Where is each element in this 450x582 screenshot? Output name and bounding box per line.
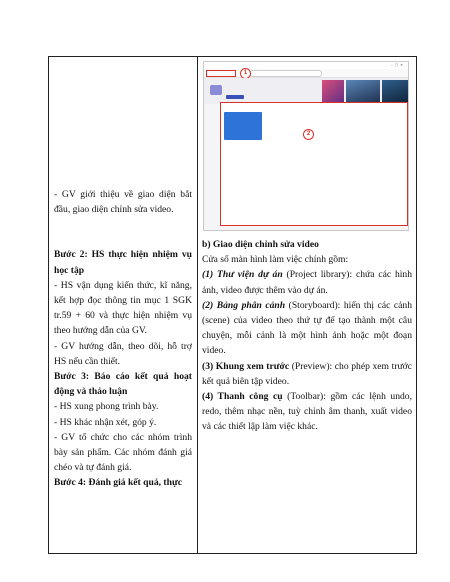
intro-text: - GV giới thiệu về giao diện bắt đầu, giao diện chỉnh sửa video. — [54, 189, 192, 216]
left-column — [54, 57, 192, 491]
step2-item-1: - HS vận dụng kiến thức, kĩ năng, kết hợp đọc thông tin mục 1 SGK tr.59 + 60 và thực hiện nhiệm vụ theo hướng dẫn của GV. — [54, 279, 192, 337]
annotation-box-1 — [206, 70, 236, 77]
step3-item-2: - HS khác nhận xét, góp ý. — [54, 416, 157, 428]
right-text-block — [202, 237, 412, 435]
annotation-badge-1: 1 — [240, 68, 251, 79]
item-text: (Preview): cho phép xem trước kết quả biên tập video. — [202, 360, 412, 387]
item-project-library — [202, 267, 412, 297]
template-thumbnail — [346, 80, 380, 104]
window-controls-icon: –▢✕ — [390, 63, 405, 67]
item-toolbar — [202, 389, 412, 435]
step4-title: Bước 4: Đánh giá kết quả, thực — [54, 477, 182, 489]
item-term: (2) Bảng phân cảnh — [202, 299, 286, 311]
lesson-table — [48, 56, 417, 554]
step3-title: Bước 3: Báo cáo kết quả hoạt động và thảo luận — [54, 371, 192, 398]
new-project-card — [224, 112, 262, 140]
template-thumbnail — [322, 80, 344, 104]
item-text: (Storyboard): hiển thị các cảnh (scene) của video theo thứ tự để tạo thành một câu chuyện, mỗi cảnh là một hình ảnh hoặc một đoạn video. — [202, 299, 412, 357]
section-intro: Cửa sổ màn hình làm việc chính gồm: — [202, 254, 349, 266]
screenshot-search-bar — [250, 70, 322, 77]
item-term: (3) Khung xem trước — [202, 360, 290, 372]
column-divider — [197, 57, 198, 553]
item-text: (Project library): chứa các hình ảnh, video được thêm vào dự án. — [202, 269, 412, 296]
annotation-badge-2: 2 — [303, 129, 314, 140]
item-text: (Toolbar): gồm các lệnh undo, redo, thêm nhạc nền, tuỳ chỉnh âm thanh, xuất video và các thiết lập làm việc khác. — [202, 391, 412, 433]
section-heading: b) Giao diện chỉnh sửa video — [202, 239, 319, 250]
editor-screenshot — [203, 61, 409, 231]
step3-item-1: - HS xung phong trình bày. — [54, 401, 159, 413]
step2-item-2: - GV hướng dẫn, theo dõi, hỗ trợ HS nếu cần thiết. — [54, 340, 192, 367]
item-term: (4) Thanh công cụ — [202, 391, 283, 403]
item-storyboard — [202, 298, 412, 359]
step2-title: Bước 2: HS thực hiện nhiệm vụ học tập — [54, 249, 192, 276]
banner-illustration-icon — [210, 85, 222, 95]
item-term: (1) Thư viện dự án — [202, 269, 283, 281]
template-thumbnail — [382, 80, 408, 104]
banner-button — [226, 95, 244, 99]
item-preview — [202, 359, 412, 389]
step3-item-3: - GV tổ chức cho các nhóm trình bày sản phẩm. Các nhóm đánh giá chéo và tự đánh giá. — [54, 431, 192, 474]
